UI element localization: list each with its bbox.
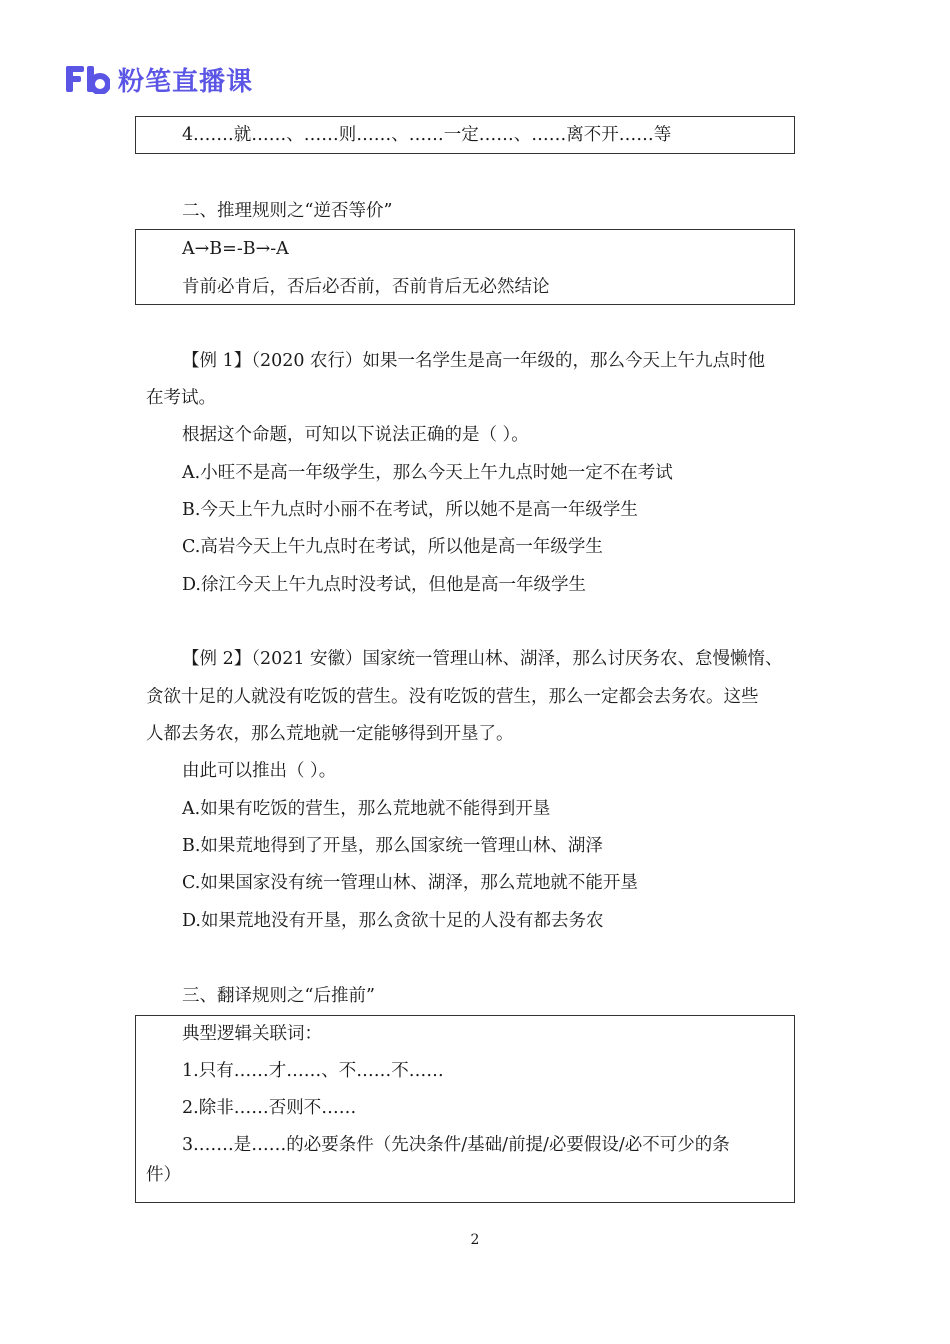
section3-line-intro: 典型逻辑关联词： <box>182 1024 322 1044</box>
section3-box <box>135 1015 795 1203</box>
rule-line: 肯前必肯后，否后必否前，否前肯后无必然结论 <box>182 277 550 297</box>
example2-stem-line1: 【例 2】（2021 安徽）国家统一管理山林、湖泽，那么讨厌务农、怠慢懒惰、 <box>182 649 783 669</box>
example1-option-b: B.今天上午九点时小丽不在考试，所以她不是高一年级学生 <box>182 500 638 520</box>
fb-logo-icon <box>66 64 110 94</box>
example1-question: 根据这个命题，可知以下说法正确的是（ ）。 <box>182 425 529 445</box>
section2-box <box>135 229 795 305</box>
section3-line-1: 1.只有……才……、不……不…… <box>182 1061 444 1081</box>
example1-option-c: C.高岩今天上午九点时在考试，所以他是高一年级学生 <box>182 537 603 557</box>
example2-stem-line3: 人都去务农，那么荒地就一定能够得到开垦了。 <box>146 724 514 744</box>
keyword-box-continued <box>135 116 795 154</box>
example2-option-a: A.如果有吃饭的营生，那么荒地就不能得到开垦 <box>182 799 551 819</box>
example1-stem-line2: 在考试。 <box>146 388 216 408</box>
section3-title: 三、翻译规则之“后推前” <box>182 986 375 1006</box>
example1-option-a: A.小旺不是高一年级学生，那么今天上午九点时她一定不在考试 <box>182 463 673 483</box>
keyword-line-4: 4.……就……、……则……、……一定……、……离不开……等 <box>182 125 672 145</box>
section3-line-2: 2.除非……否则不…… <box>182 1098 357 1118</box>
example1-option-d: D.徐江今天上午九点时没考试，但他是高一年级学生 <box>182 575 586 595</box>
section2-title: 二、推理规则之“逆否等价” <box>182 201 393 221</box>
formula-line: A→B=-B→-A <box>182 239 289 259</box>
page-number: 2 <box>470 1232 480 1248</box>
example2-stem-line2: 贪欲十足的人就没有吃饭的营生。没有吃饭的营生，那么一定都会去务农。这些 <box>146 687 759 707</box>
brand-logo <box>66 62 253 96</box>
example1-stem-line1: 【例 1】（2020 农行）如果一名学生是高一年级的，那么今天上午九点时他 <box>182 351 766 371</box>
section3-line-3: 3.……是……的必要条件（先决条件/基础/前提/必要假设/必不可少的条 <box>182 1135 730 1155</box>
example2-option-c: C.如果国家没有统一管理山林、湖泽，那么荒地就不能开垦 <box>182 873 638 893</box>
example2-question: 由此可以推出（ ）。 <box>182 761 337 781</box>
brand-name: 粉笔直播课 <box>118 66 254 97</box>
example2-option-d: D.如果荒地没有开垦，那么贪欲十足的人没有都去务农 <box>182 911 604 931</box>
section3-line-3-cont: 件） <box>146 1165 181 1185</box>
example2-option-b: B.如果荒地得到了开垦，那么国家统一管理山林、湖泽 <box>182 836 603 856</box>
